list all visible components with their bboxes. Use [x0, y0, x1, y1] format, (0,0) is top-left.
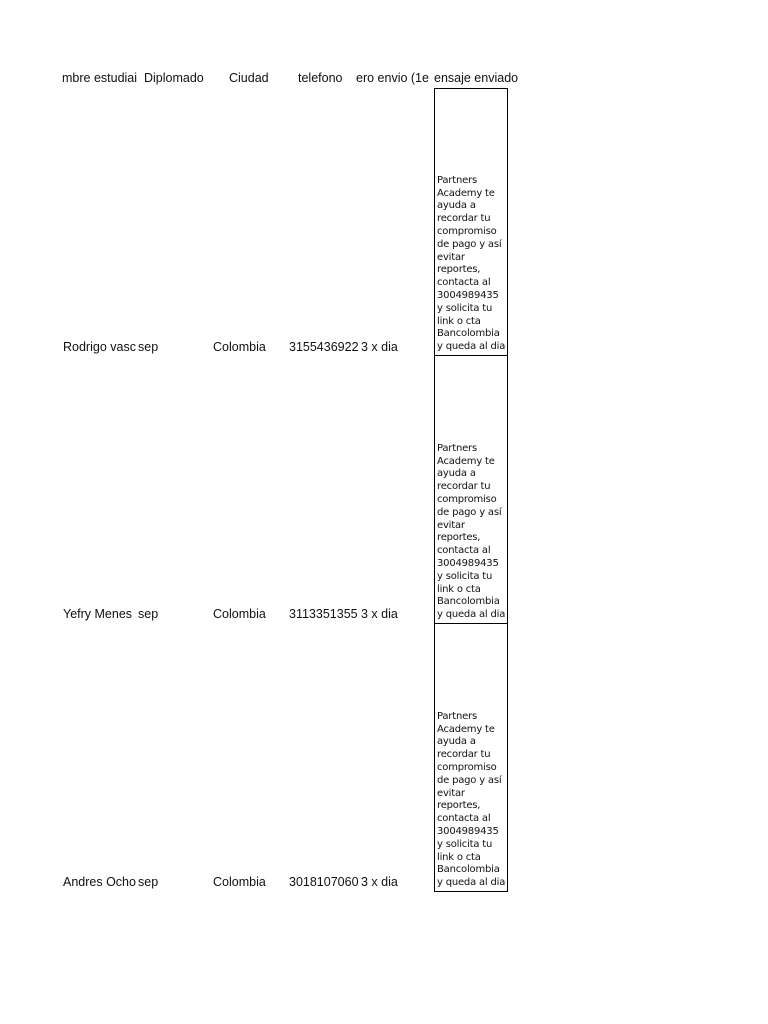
cell-ciudad: Colombia [213, 875, 266, 889]
mensaje-line: 3004989435 [437, 290, 499, 302]
mensaje-line: de pago y así [437, 774, 502, 786]
header-numero-envio: ero envio (1e [356, 71, 429, 85]
cell-mensaje [434, 623, 508, 892]
mensaje-line: evitar [437, 787, 465, 799]
cell-mensaje [434, 355, 508, 624]
mensaje-line: Partners [437, 710, 477, 722]
cell-telefono: 3155436922 [289, 340, 359, 354]
mensaje-line: Bancolombia [437, 328, 500, 340]
mensaje-line: compromiso [437, 494, 497, 506]
mensaje-line: recordar tu [437, 749, 491, 761]
mensaje-line: Bancolombia [437, 864, 500, 876]
header-diplomado: Diplomado [144, 71, 204, 85]
header-mensaje-enviado: ensaje enviado [434, 71, 519, 85]
cell-diplomado: sep [138, 875, 159, 889]
mensaje-line: ayuda a [437, 200, 476, 212]
mensaje-line: y queda al dia [437, 877, 506, 889]
mensaje-line: y solicita tu [437, 838, 493, 850]
cell-mensaje [434, 88, 508, 356]
header-telefono: telefono [298, 71, 343, 85]
cell-ciudad: Colombia [213, 607, 266, 621]
cell-nombre: Rodrigo vasc [63, 340, 136, 354]
mensaje-line: 3004989435 [437, 558, 499, 570]
cell-envio: 3 x dia [361, 607, 398, 621]
mensaje-line: reportes, [437, 800, 481, 812]
mensaje-line: ayuda a [437, 468, 476, 480]
mensaje-line: Bancolombia [437, 596, 500, 608]
mensaje-line: evitar [437, 519, 465, 531]
cell-telefono: 3018107060 [289, 875, 359, 889]
mensaje-line: reportes, [437, 532, 481, 544]
cell-diplomado: sep [138, 607, 159, 621]
mensaje-line: y queda al dia [437, 341, 506, 353]
cell-nombre: Yefry Menes [63, 607, 133, 621]
cell-ciudad: Colombia [213, 340, 266, 354]
mensaje-line: Academy te [437, 455, 495, 467]
mensaje-line: Partners [437, 442, 477, 454]
mensaje-line: 3004989435 [437, 826, 499, 838]
mensaje-line: recordar tu [437, 481, 491, 493]
mensaje-line: recordar tu [437, 213, 491, 225]
mensaje-line: contacta al [437, 545, 491, 557]
cell-nombre: Andres Ocho [63, 875, 136, 889]
mensaje-line: contacta al [437, 813, 491, 825]
mensaje-line: evitar [437, 251, 465, 263]
cell-diplomado: sep [138, 340, 159, 354]
mensaje-line: link o cta [437, 315, 481, 327]
mensaje-line: y solicita tu [437, 302, 493, 314]
cell-telefono: 3113351355 [289, 607, 358, 621]
mensaje-line: compromiso [437, 762, 497, 774]
mensaje-line: link o cta [437, 583, 481, 595]
mensaje-line: reportes, [437, 264, 481, 276]
mensaje-line: y solicita tu [437, 570, 493, 582]
mensaje-line: link o cta [437, 851, 481, 863]
mensaje-line: de pago y así [437, 238, 502, 250]
mensaje-line: de pago y así [437, 506, 502, 518]
header-nombre-estudiante: mbre estudiai [62, 71, 138, 85]
header-ciudad: Ciudad [229, 71, 269, 85]
mensaje-line: Academy te [437, 723, 495, 735]
cell-envio: 3 x dia [361, 875, 398, 889]
mensaje-line: Academy te [437, 187, 495, 199]
mensaje-line: contacta al [437, 277, 491, 289]
mensaje-line: compromiso [437, 226, 497, 238]
mensaje-line: Partners [437, 174, 477, 186]
cell-envio: 3 x dia [361, 340, 398, 354]
mensaje-line: ayuda a [437, 736, 476, 748]
mensaje-line: y queda al dia [437, 609, 506, 621]
